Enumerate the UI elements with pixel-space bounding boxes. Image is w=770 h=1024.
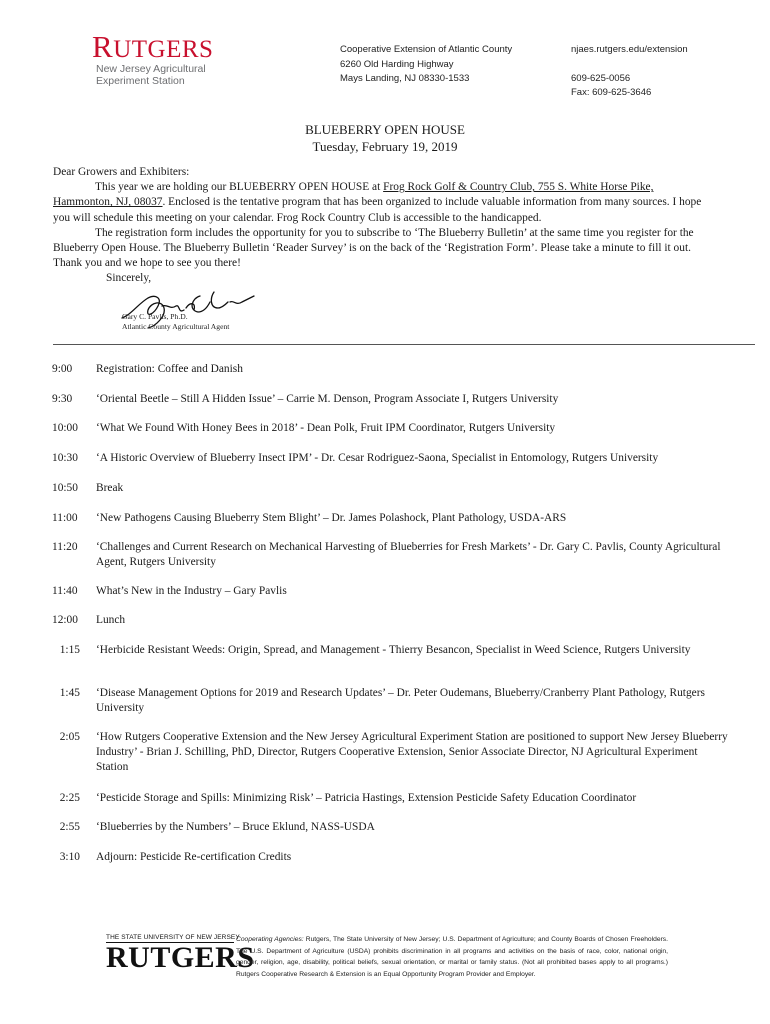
website: njaes.rutgers.edu/extension <box>571 44 688 55</box>
agenda-time: 11:40 <box>52 585 78 597</box>
agenda-time: 10:50 <box>52 482 78 494</box>
event-name: BLUEBERRY OPEN HOUSE <box>305 122 465 137</box>
logo-wordmark: RUTGERS <box>92 29 214 64</box>
agenda-time: 2:25 <box>59 792 80 804</box>
nondiscrimination-statement: Cooperating Agencies: Rutgers, The State University of New Jersey; U.S. Department of Agriculture; and County Boards of Chosen Freeholders. The U.S. Department of Agriculture (USDA) prohibits discrimination in all programs and activities on the basis of race, color, national origin, gender, religion, age, disability, political beliefs, sexual orientation, or marital or family status. (Not all prohibited bases apply to all programs.) Rutgers Cooperative Research & Extension is an Equal Opportunity Program Provider and Employer. <box>236 936 668 978</box>
agenda-time: 12:00 <box>52 614 78 626</box>
agenda-text: Lunch <box>96 614 126 626</box>
agenda-time: 11:20 <box>52 541 78 553</box>
agenda-time: 2:55 <box>59 821 80 833</box>
agenda-time: 3:10 <box>59 851 80 863</box>
agenda-time: 10:30 <box>52 452 78 464</box>
agenda-text: ‘Challenges and Current Research on Mechanical Harvesting of Blueberries for Fresh Markets’ - Dr. Gary C. Pavlis, County Agricultural Agent, Rutgers University <box>96 541 721 568</box>
agenda-time: 10:00 <box>52 422 78 434</box>
footer-rutgers-logo <box>106 934 255 974</box>
agenda-time: 11:00 <box>52 512 78 524</box>
agenda-text: ‘A Historic Overview of Blueberry Insect IPM’ - Dr. Cesar Rodriguez-Saona, Specialist in Entomology, Rutgers University <box>96 452 659 464</box>
footer-university-line: THE STATE UNIVERSITY OF NEW JERSEY <box>106 934 240 941</box>
agenda-text: ‘New Pathogens Causing Blueberry Stem Blight’ – Dr. James Polashock, Plant Pathology, USDA-ARS <box>96 512 567 524</box>
fax: Fax: 609-625-3646 <box>571 87 652 98</box>
letter-paragraph-1: This year we are holding our BLUEBERRY OPEN HOUSE at Frog Rock Golf & Country Club, 755 S. White Horse Pike, Hammonton, NJ, 08037. Enclosed is the tentative program that has been organized to include valuable information from many sources. I hope you will schedule this meeting on your calendar. Frog Rock Country Club is accessible to the handicapped. <box>53 181 702 224</box>
agenda-text: ‘How Rutgers Cooperative Extension and the New Jersey Agricultural Experiment Station are positioned to support New Jersey Blueberry Industry’ - Brian J. Schilling, PhD, Director, Rutgers Cooperative Extension, Senior Associate Director, NJ Agricultural Experiment Station <box>96 731 728 773</box>
agenda-time: 9:00 <box>52 363 73 375</box>
signer-name: Gary C. Pavlis, Ph.D. <box>122 312 188 321</box>
agenda-text: ‘What We Found With Honey Bees in 2018’ - Dean Polk, Fruit IPM Coordinator, Rutgers University <box>96 422 556 434</box>
open-house-name: Blueberry Open House <box>53 242 159 255</box>
agenda-time: 2:05 <box>59 731 80 743</box>
agenda-text: ‘Blueberries by the Numbers’ – Bruce Eklund, NASS-USDA <box>96 821 375 833</box>
address-line: Cooperative Extension of Atlantic County <box>340 44 513 55</box>
letter-paragraph-2: The registration form includes the opportunity for you to subscribe to ‘The Blueberry Bulletin’ at the same time you register for the Blueberry Open House. The Blueberry Bulletin ‘Reader Survey’ is on the back of the ‘Registration Form’. Please take a minute to fill it out. Thank you and we hope to see you there! <box>53 226 694 270</box>
closing: Sincerely, <box>106 272 152 285</box>
agenda-text: ‘Oriental Beetle – Still A Hidden Issue’ – Carrie M. Denson, Program Associate I, Rutgers University <box>96 393 559 405</box>
event-date: Tuesday, February 19, 2019 <box>312 139 458 154</box>
bulletin-name-2: The Blueberry Bulletin <box>163 242 270 255</box>
agenda-text: Adjourn: Pesticide Re-certification Credits <box>96 851 292 863</box>
salutation: Dear Growers and Exhibiters: <box>53 166 190 178</box>
agenda-text: ‘Disease Management Options for 2019 and Research Updates’ – Dr. Peter Oudemans, Blueberry/Cranberry Plant Pathology, Rutgers University <box>96 687 705 714</box>
agenda-text: ‘Pesticide Storage and Spills: Minimizing Risk’ – Patricia Hastings, Extension Pesticide Safety Education Coordinator <box>96 792 637 804</box>
signer-title: Atlantic County Agricultural Agent <box>122 321 230 331</box>
logo-subtitle-line2: Experiment Station <box>96 75 185 87</box>
footer-wordmark: RUTGERS <box>106 941 255 974</box>
agencies-label: Cooperating Agencies: <box>236 936 304 943</box>
agenda-time: 1:45 <box>59 687 80 699</box>
agenda-time: 1:15 <box>59 644 80 656</box>
address-line: Mays Landing, NJ 08330-1533 <box>340 73 470 84</box>
venue-address: Frog Rock Golf & Country Club, 755 S. White Horse Pike, Hammonton, NJ, 08037 <box>53 181 654 209</box>
bulletin-name: ‘The Blueberry Bulletin’ <box>414 226 527 239</box>
agenda-text: Break <box>96 482 124 494</box>
phone: 609-625-0056 <box>571 72 631 84</box>
address-line: 6260 Old Harding Highway <box>340 58 454 70</box>
agenda-time: 9:30 <box>52 393 73 405</box>
event-name-inline: BLUEBERRY OPEN HOUSE <box>229 181 370 194</box>
logo-subtitle-line1: New Jersey Agricultural <box>96 63 206 75</box>
agenda-text: What’s New in the Industry – Gary Pavlis <box>96 585 287 597</box>
agenda-text: ‘Herbicide Resistant Weeds: Origin, Spread, and Management - Thierry Besancon, Specialist in Weed Science, Rutgers University <box>96 644 691 656</box>
agenda-text: Registration: Coffee and Danish <box>96 363 243 375</box>
